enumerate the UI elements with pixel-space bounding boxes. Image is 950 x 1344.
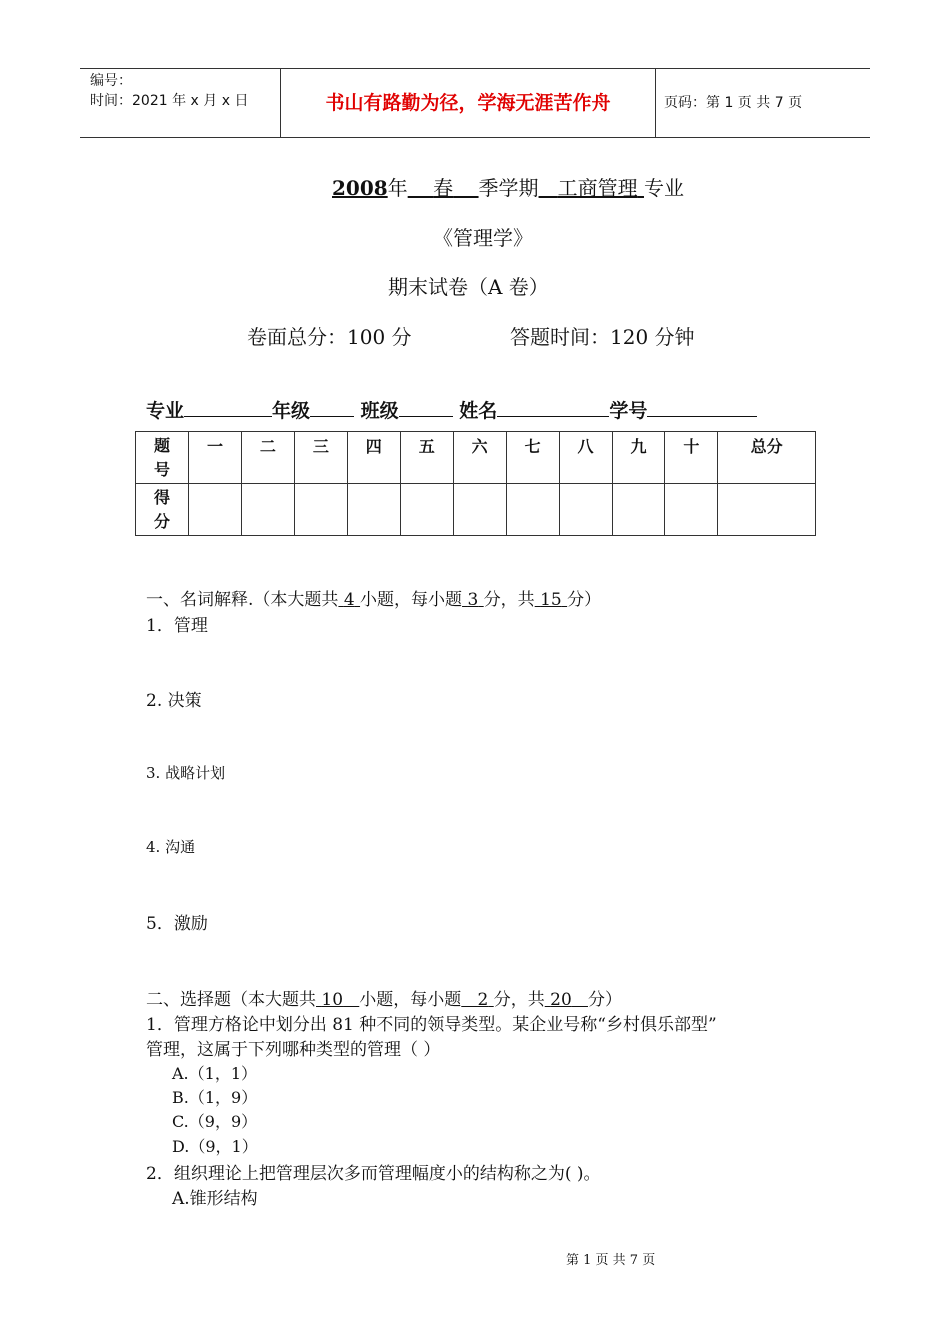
- course-title: 《管理学》: [433, 226, 533, 250]
- motto: 书山有路勤为径，学海无涯苦作舟: [280, 69, 656, 137]
- score-cell[interactable]: [241, 484, 294, 536]
- major-field-label: 专业: [146, 400, 185, 422]
- section1-count: 4: [343, 590, 355, 610]
- option-item: A.锥形结构: [172, 1189, 258, 1209]
- page-info: 页码：第 1 页 共 7 页: [664, 95, 803, 111]
- option-item: C.（9，9）: [172, 1112, 258, 1131]
- section1-each: 3: [467, 590, 479, 610]
- class-field-blank[interactable]: [399, 416, 453, 417]
- list-item: 1．管理: [146, 616, 208, 636]
- section2-heading: 二、选择题（本大题共 10 小题，每小题 2 分，共 20 分）: [146, 990, 622, 1010]
- student-info-line: [146, 396, 757, 423]
- header-meta: [80, 69, 280, 139]
- score-cell[interactable]: [559, 484, 612, 536]
- column-header: 九: [612, 432, 665, 484]
- grade-field-label: 年级: [272, 400, 311, 422]
- score-cell[interactable]: [506, 484, 559, 536]
- name-field-label: 姓名: [459, 400, 498, 422]
- major-suffix: 专业: [643, 176, 684, 200]
- duration: 答题时间：120 分钟: [510, 325, 695, 349]
- year: 2008: [332, 176, 388, 200]
- exam-title: 期末试卷（A 卷）: [388, 275, 549, 299]
- name-field-blank[interactable]: [497, 416, 609, 417]
- id-field-blank[interactable]: [647, 416, 757, 417]
- section1-heading: 一、名词解释.（本大题共 4 小题，每小题 3 分，共 15 分）: [146, 590, 602, 610]
- list-item: 2. 决策: [146, 691, 202, 711]
- list-item: 5．激励: [146, 914, 208, 934]
- time-label: 时间：2021 年 x 月 x 日: [90, 93, 249, 109]
- option-item: A.（1，1）: [172, 1064, 258, 1083]
- score-cell[interactable]: [718, 484, 816, 536]
- column-header: 总分: [718, 432, 816, 484]
- question2-line1: 2．组织理论上把管理层次多而管理幅度小的结构称之为( )。: [146, 1164, 601, 1184]
- column-header: 七: [506, 432, 559, 484]
- score-cell[interactable]: [612, 484, 665, 536]
- column-header: 二: [241, 432, 294, 484]
- score-cell[interactable]: [347, 484, 400, 536]
- option-item: D.（9，1）: [172, 1137, 258, 1156]
- option-item: B.（1，9）: [172, 1088, 258, 1107]
- semester-line: [332, 172, 684, 201]
- score-cell[interactable]: [189, 484, 242, 536]
- score-label: 得分: [136, 484, 189, 536]
- column-header: 八: [559, 432, 612, 484]
- grade-field-blank[interactable]: [310, 416, 354, 417]
- major: 工商管理: [557, 176, 638, 200]
- column-header: 三: [294, 432, 347, 484]
- season-suffix: 季学期: [478, 176, 539, 200]
- page-footer: 第 1 页 共 7 页: [566, 1253, 656, 1268]
- question1-line2: 管理，这属于下列哪种类型的管理（ ）: [146, 1040, 441, 1060]
- list-item: 4. 沟通: [146, 838, 196, 856]
- column-header: 六: [453, 432, 506, 484]
- year-suffix: 年: [387, 176, 408, 200]
- score-cell[interactable]: [665, 484, 718, 536]
- season: 春: [433, 176, 454, 200]
- column-header: 一: [189, 432, 242, 484]
- score-table: [135, 431, 816, 536]
- score-cell[interactable]: [294, 484, 347, 536]
- score-cell[interactable]: [453, 484, 506, 536]
- code-label: 编号：: [90, 73, 132, 89]
- score-cell[interactable]: [400, 484, 453, 536]
- page-header: [80, 68, 870, 138]
- table-row: [136, 432, 816, 484]
- column-header: 五: [400, 432, 453, 484]
- column-header: 四: [347, 432, 400, 484]
- total-score: 卷面总分：100 分: [247, 325, 412, 349]
- section2-total: 20: [550, 990, 572, 1010]
- question1-line1: 1．管理方格论中划分出 81 种不同的领导类型。某企业号称“乡村俱乐部型”: [146, 1015, 717, 1035]
- id-field-label: 学号: [609, 400, 648, 422]
- table-row: [136, 484, 816, 536]
- class-field-label: 班级: [360, 400, 399, 422]
- question-number-label: 题号: [136, 432, 189, 484]
- column-header: 十: [665, 432, 718, 484]
- section2-count: 10: [321, 990, 344, 1010]
- section2-each: 2: [477, 990, 489, 1010]
- section1-total: 15: [540, 590, 562, 610]
- list-item: 3. 战略计划: [146, 764, 226, 782]
- major-field-blank[interactable]: [184, 416, 272, 417]
